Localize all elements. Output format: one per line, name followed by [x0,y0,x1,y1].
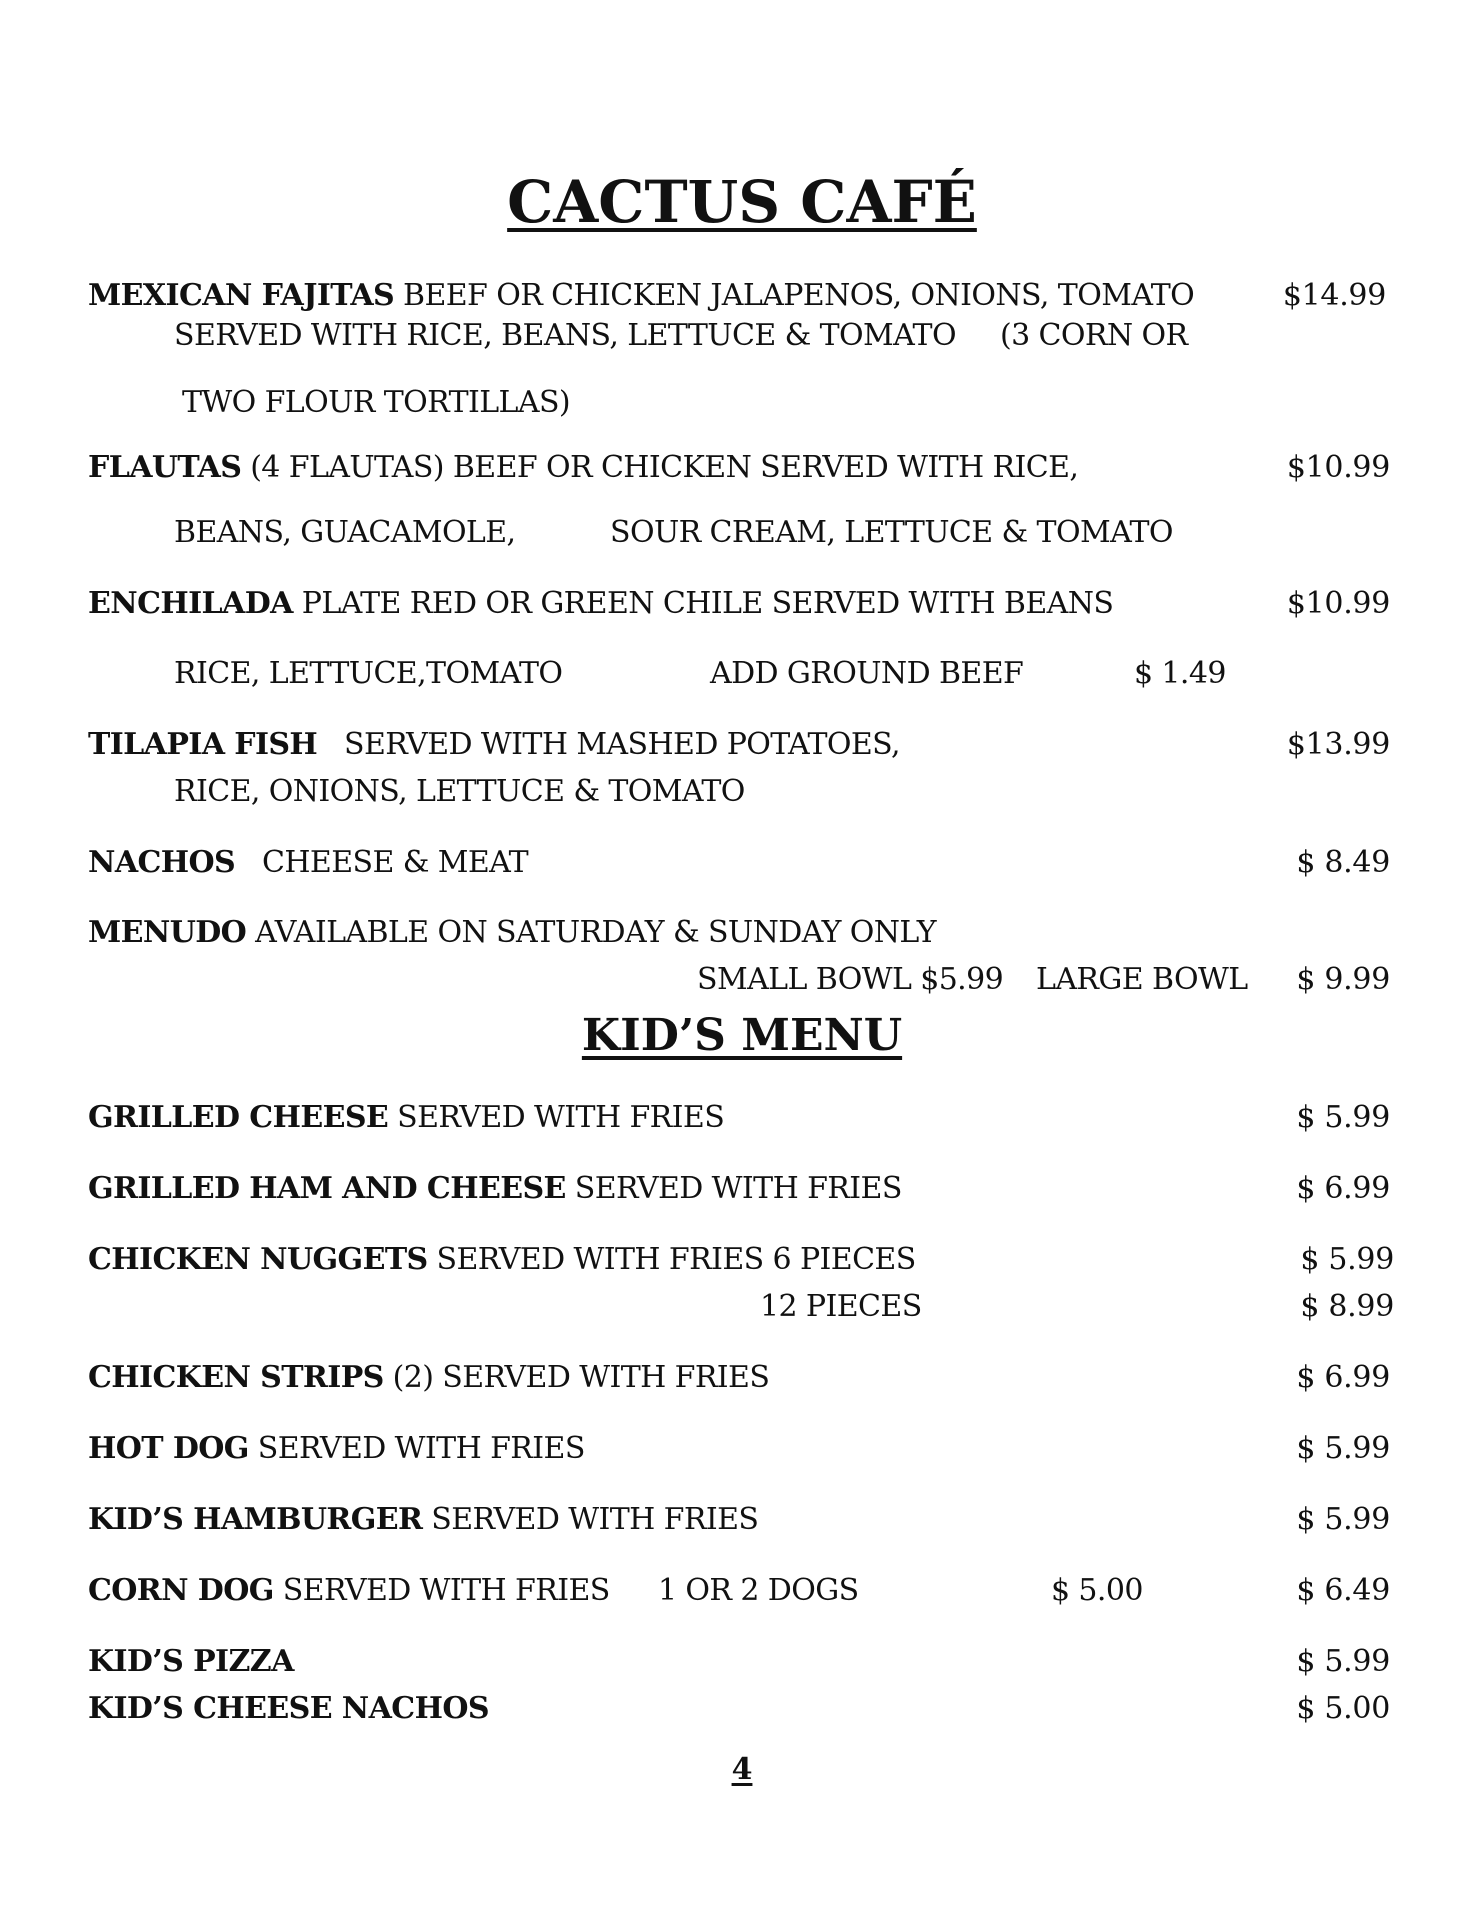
kids-grilled-cheese [88,1100,724,1136]
enchilada-price: $10.99 [1286,586,1390,621]
kids-pizza-price: $ 5.99 [1296,1644,1390,1679]
kids-nuggets [88,1242,916,1278]
kids-nuggets-price: $ 5.99 [1300,1242,1394,1277]
item-desc: SERVED WITH FRIES [273,1573,610,1608]
menudo-line-1 [88,915,936,951]
tilapia-desc-1: SERVED WITH MASHED POTATOES, [344,727,900,762]
flautas-price: $10.99 [1286,450,1390,485]
enchilada-line-2: RICE, LETTUCE,TOMATO [174,656,563,691]
item-name: FLAUTAS [88,450,242,485]
item-desc: SERVED WITH FRIES 6 PIECES [427,1242,916,1277]
kids-corndog-price: $ 6.49 [1296,1573,1390,1608]
kids-corndog-price-1: $ 5.00 [1051,1573,1143,1608]
item-name: GRILLED CHEESE [88,1100,389,1135]
kids-cheese-nachos-price: $ 5.00 [1296,1691,1390,1726]
enchilada-addon-price: $ 1.49 [1134,656,1226,691]
kids-grilled-cheese-price: $ 5.99 [1296,1100,1390,1135]
item-name: GRILLED HAM AND CHEESE [88,1171,566,1206]
enchilada-addon-label: ADD GROUND BEEF [710,656,1024,691]
item-desc: BEEF OR CHICKEN JALAPENOS, ONIONS, TOMATO [394,278,1195,313]
kids-strips-price: $ 6.99 [1296,1360,1390,1395]
item-desc: SERVED WITH FRIES [388,1100,725,1135]
item-name: KID’S HAMBURGER [88,1502,423,1537]
item-desc: SERVED WITH FRIES [422,1502,759,1537]
nachos-name: NACHOS [88,845,236,880]
enchilada-line-1 [88,586,1113,622]
tilapia-name: TILAPIA FISH [88,727,318,762]
item-name: CHICKEN NUGGETS [88,1242,428,1277]
item-desc: SERVED WITH FRIES [248,1431,585,1466]
flautas-line-1 [88,450,1078,486]
menudo-small-bowl: SMALL BOWL $5.99 [697,962,1004,997]
fajitas-price: $14.99 [1282,278,1386,313]
kids-hotdog [88,1431,585,1467]
menudo-price: $ 9.99 [1296,962,1390,997]
kids-menu-title: KID’S MENU [581,1010,903,1061]
kids-corndog [88,1573,610,1609]
item-name: MEXICAN FAJITAS [88,278,395,313]
kids-corndog-count: 1 OR 2 DOGS [658,1573,859,1608]
kids-pizza: KID’S PIZZA [88,1644,294,1679]
nachos-desc: CHEESE & MEAT [262,845,528,880]
menudo-large-bowl: LARGE BOWL [1036,962,1248,997]
kids-ham-cheese-price: $ 6.99 [1296,1171,1390,1206]
item-name: HOT DOG [88,1431,249,1466]
item-desc: SERVED WITH FRIES [565,1171,902,1206]
item-desc: (4 FLAUTAS) BEEF OR CHICKEN SERVED WITH RICE, [241,450,1079,485]
item-name: ENCHILADA [88,586,293,621]
tilapia-price: $13.99 [1286,727,1390,762]
item-name: CORN DOG [88,1573,274,1608]
tilapia-desc-2: RICE, ONIONS, LETTUCE & TOMATO [174,774,745,809]
fajitas-line-2b: (3 CORN OR [1000,318,1188,353]
kids-ham-cheese [88,1171,902,1207]
kids-cheese-nachos: KID’S CHEESE NACHOS [88,1691,489,1726]
fajitas-line-3: TWO FLOUR TORTILLAS) [182,385,571,420]
fajitas-line-1 [88,278,1194,314]
kids-nuggets-12: 12 PIECES [760,1289,922,1324]
item-desc: (2) SERVED WITH FRIES [383,1360,770,1395]
flautas-line-2: BEANS, GUACAMOLE, [174,515,516,550]
nachos-price: $ 8.49 [1296,845,1390,880]
kids-hotdog-price: $ 5.99 [1296,1431,1390,1466]
fajitas-line-2: SERVED WITH RICE, BEANS, LETTUCE & TOMATO [174,318,956,353]
kids-hamburger-price: $ 5.99 [1296,1502,1390,1537]
item-name: MENUDO [88,915,247,950]
flautas-line-2b: SOUR CREAM, LETTUCE & TOMATO [610,515,1173,550]
kids-nuggets-12-price: $ 8.99 [1300,1289,1394,1324]
page-title: CACTUS CAFÉ [507,168,977,236]
item-desc: PLATE RED OR GREEN CHILE SERVED WITH BEANS [292,586,1114,621]
item-name: CHICKEN STRIPS [88,1360,384,1395]
kids-hamburger [88,1502,758,1538]
item-desc: AVAILABLE ON SATURDAY & SUNDAY ONLY [246,915,936,950]
page-number: 4 [731,1752,753,1787]
kids-strips [88,1360,769,1396]
